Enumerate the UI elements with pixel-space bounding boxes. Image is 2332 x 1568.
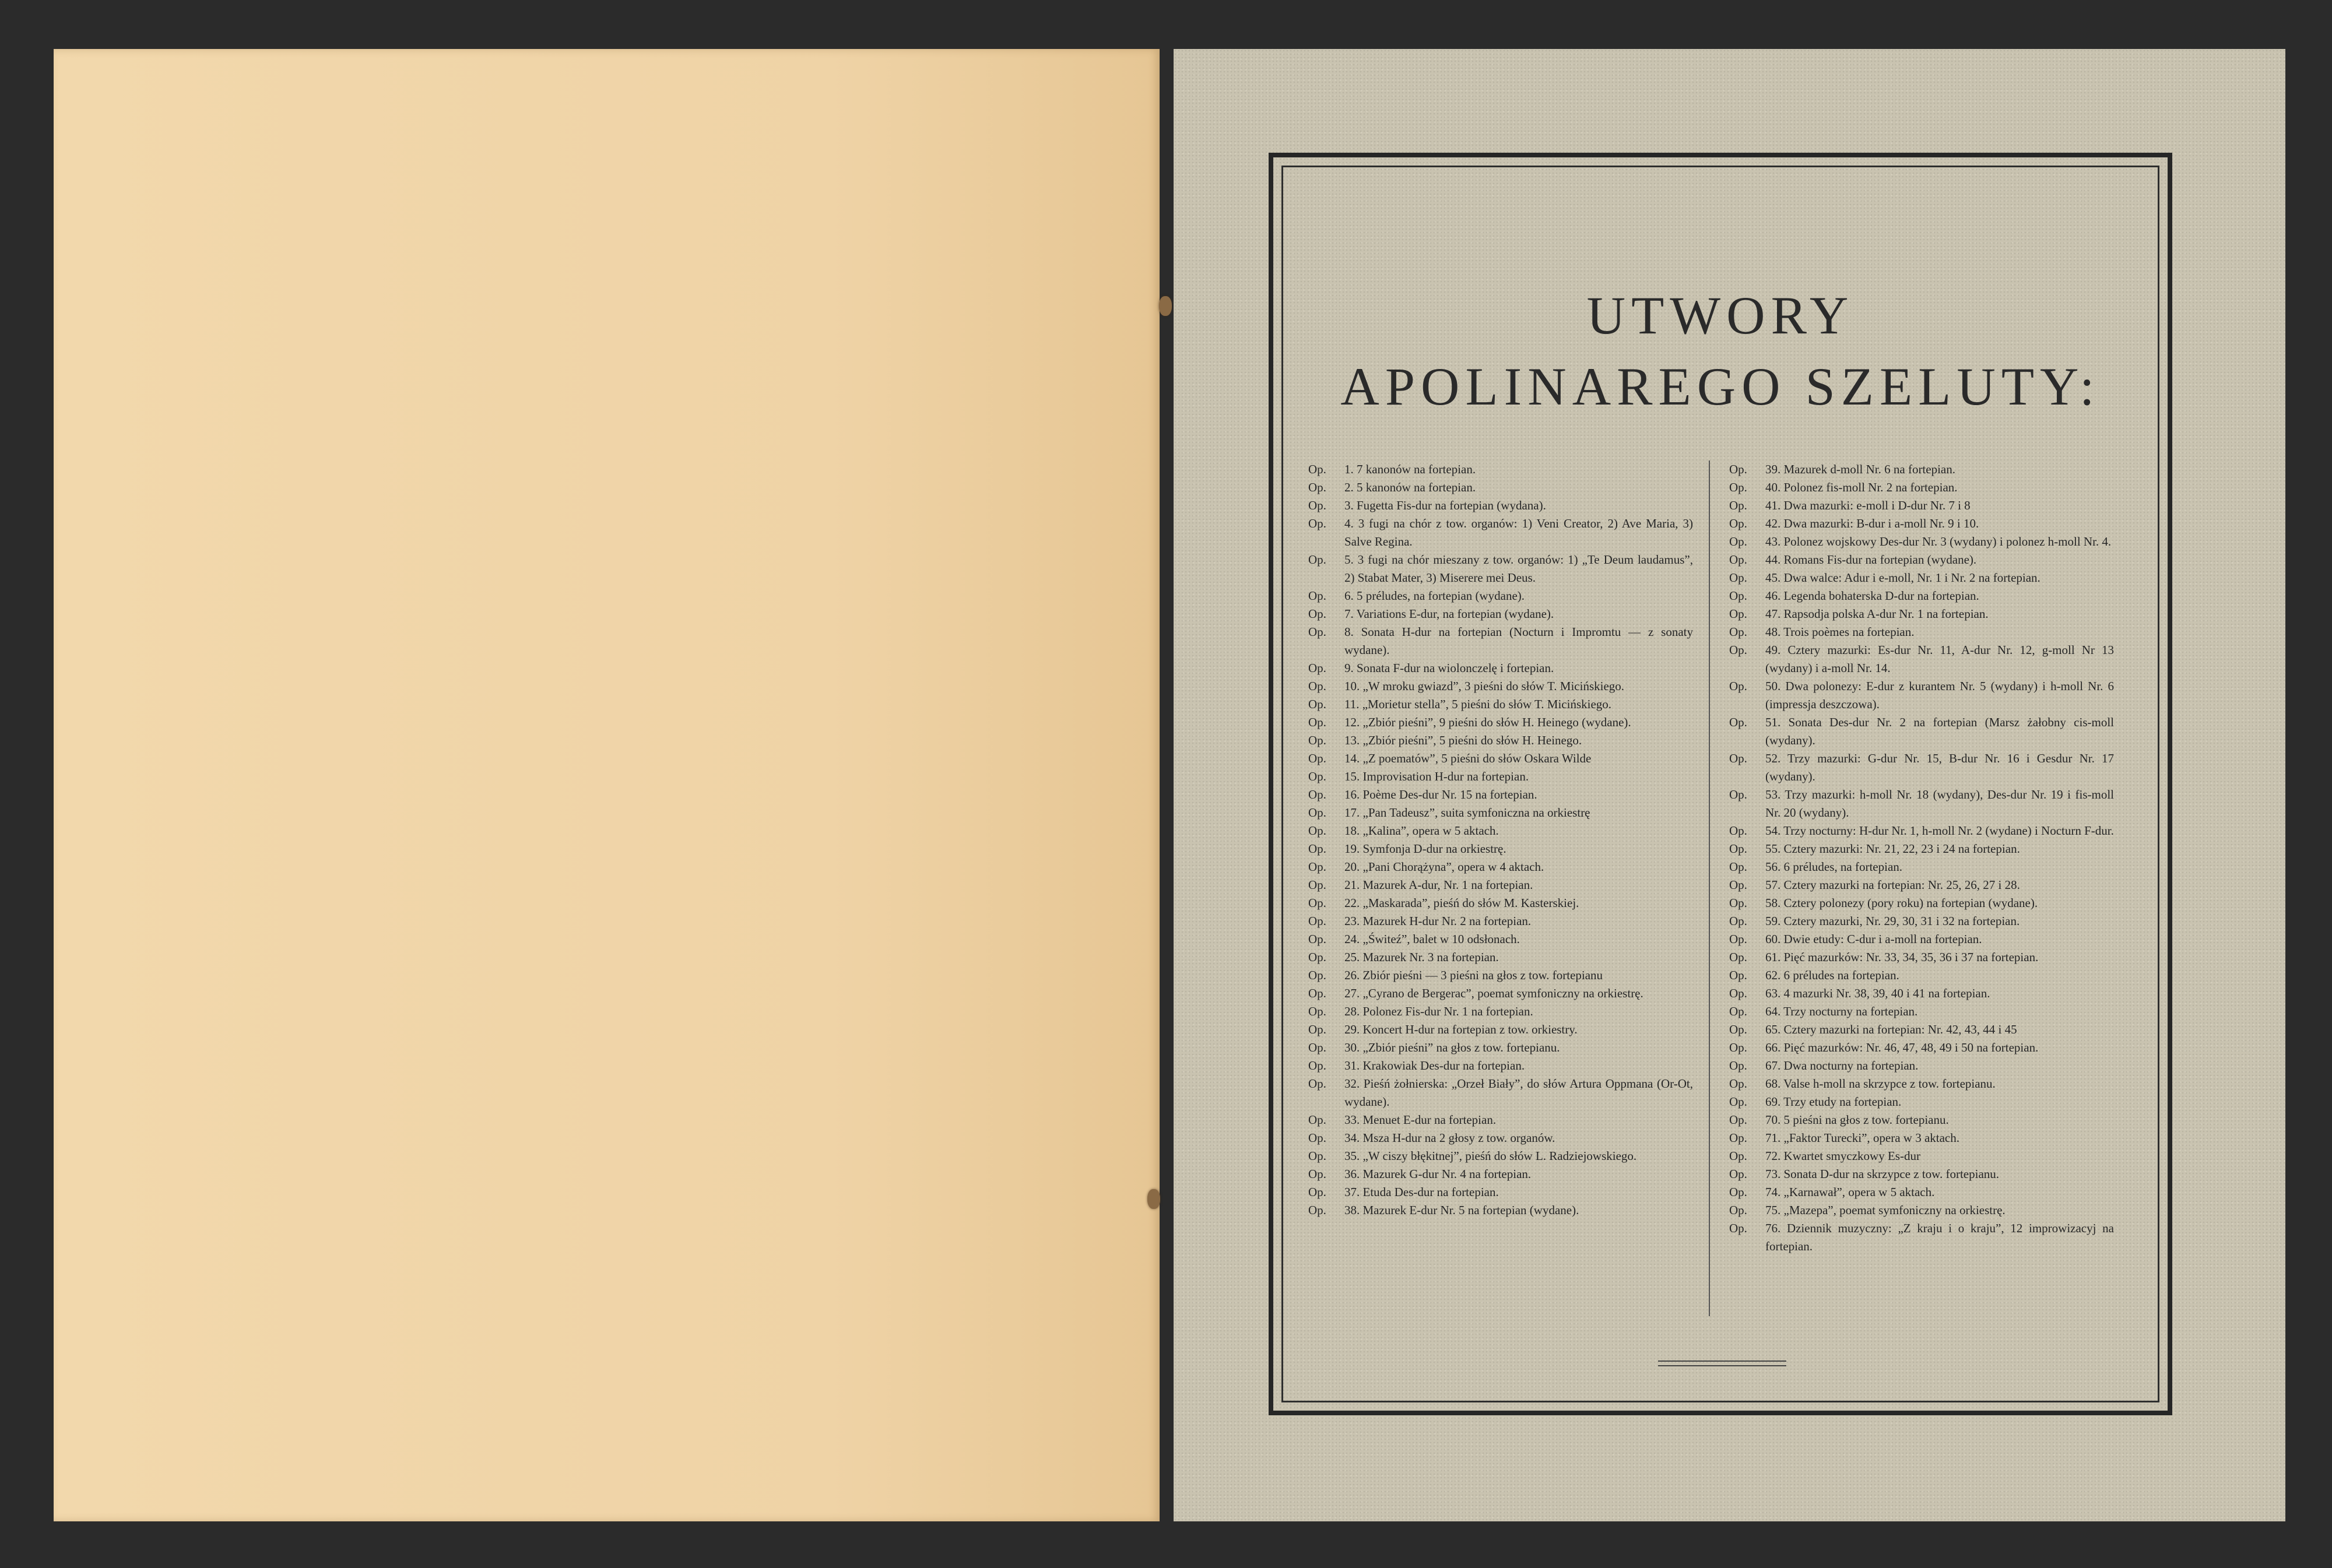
op-prefix: Op. <box>1308 932 1326 946</box>
staple-bottom <box>1147 1189 1160 1209</box>
work-entry <box>1308 677 1693 695</box>
op-prefix: Op. <box>1729 1167 1747 1181</box>
work-entry <box>1308 1111 1693 1129</box>
work-text: 54. Trzy nocturny: H-dur Nr. 1, h-moll Nr. 2 (wydane) i Nocturn F-dur. <box>1765 824 2114 838</box>
work-entry <box>1308 876 1693 894</box>
right-page <box>1174 49 2285 1521</box>
work-entry <box>1729 930 2114 948</box>
work-entry <box>1729 1093 2114 1111</box>
work-entry <box>1729 1219 2114 1256</box>
work-entry <box>1729 587 2114 605</box>
work-text: 32. Pieśń żołnierska: „Orzeł Biały”, do słów Artura Oppmana (Or-Ot, wydane). <box>1344 1077 1693 1109</box>
op-prefix: Op. <box>1729 896 1747 910</box>
work-text: 4. 3 fugi na chór z tow. organów: 1) Veni Creator, 2) Ave Maria, 3) Salve Regina. <box>1344 516 1693 549</box>
work-entry <box>1729 876 2114 894</box>
op-prefix: Op. <box>1308 1004 1326 1018</box>
work-entry <box>1308 912 1693 930</box>
op-prefix: Op. <box>1308 498 1326 512</box>
work-text: 23. Mazurek H-dur Nr. 2 na fortepian. <box>1344 914 1532 928</box>
op-prefix: Op. <box>1308 661 1326 675</box>
op-prefix: Op. <box>1308 1149 1326 1163</box>
op-prefix: Op. <box>1729 643 1747 657</box>
work-text: 43. Polonez wojskowy Des-dur Nr. 3 (wydany) i polonez h-moll Nr. 4. <box>1765 535 2112 549</box>
op-prefix: Op. <box>1308 1040 1326 1054</box>
work-text: 55. Cztery mazurki: Nr. 21, 22, 23 i 24 na fortepian. <box>1765 842 2020 856</box>
work-entry <box>1729 1003 2114 1021</box>
work-entry <box>1308 858 1693 876</box>
work-entry <box>1308 768 1693 786</box>
work-entry <box>1308 713 1693 732</box>
op-prefix: Op. <box>1729 914 1747 928</box>
work-text: 52. Trzy mazurki: G-dur Nr. 15, B-dur Nr. 16 i Gesdur Nr. 17 (wydany). <box>1765 751 2114 783</box>
work-entry <box>1308 930 1693 948</box>
work-text: 9. Sonata F-dur na wiolonczelę i fortepian. <box>1344 661 1554 675</box>
title-line-2: APOLINAREGO SZELUTY: <box>1340 357 2101 416</box>
op-prefix: Op. <box>1729 462 1747 476</box>
op-prefix: Op. <box>1729 625 1747 639</box>
work-entry <box>1729 1147 2114 1165</box>
work-text: 71. „Faktor Turecki”, opera w 3 aktach. <box>1765 1131 1959 1145</box>
work-text: 49. Cztery mazurki: Es-dur Nr. 11, A-dur Nr. 12, g-moll Nr 13 (wydany) i a-moll Nr. 14. <box>1765 643 2114 675</box>
works-list-right <box>1729 460 2114 1256</box>
work-text: 64. Trzy nocturny na fortepian. <box>1765 1004 1918 1018</box>
work-text: 66. Pięć mazurków: Nr. 46, 47, 48, 49 i 50 na fortepian. <box>1765 1040 2039 1054</box>
work-entry <box>1729 533 2114 551</box>
work-text: 47. Rapsodja polska A-dur Nr. 1 na fortepian. <box>1765 607 1989 621</box>
work-entry <box>1308 460 1693 479</box>
work-entry <box>1729 1039 2114 1057</box>
bottom-rule <box>1658 1360 1786 1362</box>
bottom-rule <box>1658 1365 1786 1366</box>
op-prefix: Op. <box>1729 607 1747 621</box>
op-prefix: Op. <box>1729 553 1747 567</box>
work-entry <box>1308 804 1693 822</box>
op-prefix: Op. <box>1729 1221 1747 1235</box>
op-prefix: Op. <box>1308 896 1326 910</box>
op-prefix: Op. <box>1729 842 1747 856</box>
work-text: 67. Dwa nocturny na fortepian. <box>1765 1059 1919 1073</box>
work-entry <box>1308 587 1693 605</box>
op-prefix: Op. <box>1308 715 1326 729</box>
work-text: 42. Dwa mazurki: B-dur i a-moll Nr. 9 i 10. <box>1765 516 1979 530</box>
column-divider <box>1709 460 1710 1316</box>
works-list-left <box>1308 460 1693 1219</box>
work-entry <box>1308 894 1693 912</box>
work-text: 11. „Morietur stella”, 5 pieśni do słów T. Micińskiego. <box>1344 697 1612 711</box>
work-text: 20. „Pani Chorążyna”, opera w 4 aktach. <box>1344 860 1544 874</box>
work-entry <box>1729 822 2114 840</box>
op-prefix: Op. <box>1308 516 1326 530</box>
work-text: 46. Legenda bohaterska D-dur na fortepian. <box>1765 589 1979 603</box>
work-entry <box>1308 1129 1693 1147</box>
op-prefix: Op. <box>1308 679 1326 693</box>
op-prefix: Op. <box>1729 1077 1747 1091</box>
work-text: 69. Trzy etudy na fortepian. <box>1765 1095 1902 1109</box>
work-text: 37. Etuda Des-dur na fortepian. <box>1344 1185 1499 1199</box>
work-entry <box>1729 713 2114 750</box>
op-prefix: Op. <box>1308 1022 1326 1036</box>
work-entry <box>1729 479 2114 497</box>
work-text: 26. Zbiór pieśni — 3 pieśni na głos z tow. fortepianu <box>1344 968 1603 982</box>
work-text: 10. „W mroku gwiazd”, 3 pieśni do słów T. Micińskiego. <box>1344 679 1625 693</box>
work-text: 30. „Zbiór pieśni” na głos z tow. fortepianu. <box>1344 1040 1560 1054</box>
op-prefix: Op. <box>1308 787 1326 801</box>
work-text: 45. Dwa walce: Adur i e-moll, Nr. 1 i Nr. 2 na fortepian. <box>1765 571 2040 585</box>
work-text: 28. Polonez Fis-dur Nr. 1 na fortepian. <box>1344 1004 1533 1018</box>
work-entry <box>1729 858 2114 876</box>
work-text: 50. Dwa polonezy: E-dur z kurantem Nr. 5 (wydany) i h-moll Nr. 6 (impressja deszczowa). <box>1765 679 2114 711</box>
work-entry <box>1729 840 2114 858</box>
op-prefix: Op. <box>1308 1131 1326 1145</box>
work-text: 72. Kwartet smyczkowy Es-dur <box>1765 1149 1920 1163</box>
op-prefix: Op. <box>1308 462 1326 476</box>
op-prefix: Op. <box>1308 950 1326 964</box>
work-entry <box>1308 605 1693 623</box>
work-entry <box>1729 497 2114 515</box>
work-entry <box>1729 1057 2114 1075</box>
work-entry <box>1729 641 2114 677</box>
op-prefix: Op. <box>1729 950 1747 964</box>
work-entry <box>1729 1129 2114 1147</box>
work-text: 65. Cztery mazurki na fortepian: Nr. 42, 43, 44 i 45 <box>1765 1022 2017 1036</box>
op-prefix: Op. <box>1308 480 1326 494</box>
op-prefix: Op. <box>1729 1059 1747 1073</box>
op-prefix: Op. <box>1729 787 1747 801</box>
op-prefix: Op. <box>1308 1167 1326 1181</box>
work-text: 40. Polonez fis-moll Nr. 2 na fortepian. <box>1765 480 1958 494</box>
work-text: 58. Cztery polonezy (pory roku) na fortepian (wydane). <box>1765 896 2038 910</box>
work-text: 76. Dziennik muzyczny: „Z kraju i o kraju”, 12 improwizacyj na fortepian. <box>1765 1221 2114 1253</box>
op-prefix: Op. <box>1729 1095 1747 1109</box>
work-text: 17. „Pan Tadeusz”, suita symfoniczna na orkiestrę <box>1344 806 1590 820</box>
op-prefix: Op. <box>1729 571 1747 585</box>
work-text: 14. „Z poematów”, 5 pieśni do słów Oskara Wilde <box>1344 751 1592 765</box>
op-prefix: Op. <box>1729 1203 1747 1217</box>
work-text: 74. „Karnawał”, opera w 5 aktach. <box>1765 1185 1935 1199</box>
work-text: 29. Koncert H-dur na fortepian z tow. orkiestry. <box>1344 1022 1578 1036</box>
work-text: 22. „Maskarada”, pieśń do słów M. Kasterskiej. <box>1344 896 1579 910</box>
op-prefix: Op. <box>1729 1004 1747 1018</box>
work-text: 15. Improvisation H-dur na fortepian. <box>1344 769 1529 783</box>
op-prefix: Op. <box>1729 878 1747 892</box>
work-entry <box>1308 1075 1693 1111</box>
op-prefix: Op. <box>1729 1149 1747 1163</box>
op-prefix: Op. <box>1729 751 1747 765</box>
work-entry <box>1729 677 2114 713</box>
op-prefix: Op. <box>1729 968 1747 982</box>
work-text: 27. „Cyrano de Bergerac”, poemat symfoniczny na orkiestrę. <box>1344 986 1643 1000</box>
work-text: 61. Pięć mazurków: Nr. 33, 34, 35, 36 i 37 na fortepian. <box>1765 950 2039 964</box>
left-page-blank <box>54 49 1160 1521</box>
work-entry <box>1308 623 1693 659</box>
work-entry <box>1729 1201 2114 1219</box>
work-entry <box>1308 1201 1693 1219</box>
work-entry <box>1308 479 1693 497</box>
work-entry <box>1308 551 1693 587</box>
work-text: 56. 6 préludes, na fortepian. <box>1765 860 1903 874</box>
work-entry <box>1729 966 2114 985</box>
op-prefix: Op. <box>1308 824 1326 838</box>
work-text: 44. Romans Fis-dur na fortepian (wydane). <box>1765 553 1977 567</box>
work-entry <box>1308 1057 1693 1075</box>
work-entry <box>1729 1111 2114 1129</box>
work-entry <box>1729 623 2114 641</box>
op-prefix: Op. <box>1308 1185 1326 1199</box>
op-prefix: Op. <box>1308 806 1326 820</box>
work-text: 5. 3 fugi na chór mieszany z tow. organów: 1) „Te Deum laudamus”, 2) Stabat Mater, 3) Miserere mei Deus. <box>1344 553 1693 585</box>
work-entry <box>1729 894 2114 912</box>
work-entry <box>1729 1165 2114 1183</box>
op-prefix: Op. <box>1729 589 1747 603</box>
work-entry <box>1308 750 1693 768</box>
work-entry <box>1308 732 1693 750</box>
work-entry <box>1729 786 2114 822</box>
op-prefix: Op. <box>1308 697 1326 711</box>
work-entry <box>1308 985 1693 1003</box>
op-prefix: Op. <box>1308 553 1326 567</box>
work-entry <box>1308 1039 1693 1057</box>
op-prefix: Op. <box>1308 769 1326 783</box>
work-entry <box>1729 948 2114 966</box>
op-prefix: Op. <box>1308 733 1326 747</box>
work-text: 12. „Zbiór pieśni”, 9 pieśni do słów H. Heinego (wydane). <box>1344 715 1631 729</box>
work-entry <box>1308 515 1693 551</box>
border-frame <box>1269 153 2172 1415</box>
op-prefix: Op. <box>1729 1022 1747 1036</box>
work-text: 68. Valse h-moll na skrzypce z tow. fortepianu. <box>1765 1077 1996 1091</box>
work-text: 33. Menuet E-dur na fortepian. <box>1344 1113 1497 1127</box>
op-prefix: Op. <box>1729 1040 1747 1054</box>
op-prefix: Op. <box>1308 751 1326 765</box>
work-text: 8. Sonata H-dur na fortepian (Nocturn i Impromtu — z sonaty wydane). <box>1344 625 1693 657</box>
work-entry <box>1729 1075 2114 1093</box>
op-prefix: Op. <box>1308 914 1326 928</box>
work-entry <box>1729 551 2114 569</box>
work-text: 70. 5 pieśni na głos z tow. fortepianu. <box>1765 1113 1949 1127</box>
op-prefix: Op. <box>1729 480 1747 494</box>
op-prefix: Op. <box>1729 516 1747 530</box>
work-entry <box>1729 515 2114 533</box>
op-prefix: Op. <box>1308 1203 1326 1217</box>
op-prefix: Op. <box>1308 1113 1326 1127</box>
work-text: 2. 5 kanonów na fortepian. <box>1344 480 1476 494</box>
op-prefix: Op. <box>1308 589 1326 603</box>
work-entry <box>1729 912 2114 930</box>
work-entry <box>1729 1021 2114 1039</box>
work-entry <box>1308 966 1693 985</box>
work-entry <box>1308 1183 1693 1201</box>
work-entry <box>1308 497 1693 515</box>
work-text: 36. Mazurek G-dur Nr. 4 na fortepian. <box>1344 1167 1532 1181</box>
op-prefix: Op. <box>1729 932 1747 946</box>
work-text: 41. Dwa mazurki: e-moll i D-dur Nr. 7 i 8 <box>1765 498 1971 512</box>
op-prefix: Op. <box>1308 986 1326 1000</box>
work-entry <box>1308 786 1693 804</box>
work-text: 34. Msza H-dur na 2 głosy z tow. organów. <box>1344 1131 1555 1145</box>
op-prefix: Op. <box>1729 1113 1747 1127</box>
op-prefix: Op. <box>1729 986 1747 1000</box>
staple-top <box>1159 296 1172 316</box>
work-entry <box>1729 750 2114 786</box>
work-entry <box>1308 822 1693 840</box>
work-text: 53. Trzy mazurki: h-moll Nr. 18 (wydany), Des-dur Nr. 19 i fis-moll Nr. 20 (wydany). <box>1765 787 2114 820</box>
work-entry <box>1308 659 1693 677</box>
op-prefix: Op. <box>1729 1131 1747 1145</box>
work-entry <box>1308 840 1693 858</box>
op-prefix: Op. <box>1729 535 1747 549</box>
work-text: 13. „Zbiór pieśni”, 5 pieśni do słów H. Heinego. <box>1344 733 1582 747</box>
op-prefix: Op. <box>1308 968 1326 982</box>
work-entry <box>1308 1165 1693 1183</box>
work-text: 21. Mazurek A-dur, Nr. 1 na fortepian. <box>1344 878 1533 892</box>
work-text: 39. Mazurek d-moll Nr. 6 na fortepian. <box>1765 462 1955 476</box>
work-text: 73. Sonata D-dur na skrzypce z tow. fortepianu. <box>1765 1167 2000 1181</box>
work-text: 18. „Kalina”, opera w 5 aktach. <box>1344 824 1499 838</box>
work-entry <box>1729 1183 2114 1201</box>
work-text: 3. Fugetta Fis-dur na fortepian (wydana). <box>1344 498 1546 512</box>
work-text: 75. „Mazepa”, poemat symfoniczny na orkiestrę. <box>1765 1203 2006 1217</box>
work-entry <box>1729 985 2114 1003</box>
work-text: 19. Symfonja D-dur na orkiestrę. <box>1344 842 1506 856</box>
work-entry <box>1308 1147 1693 1165</box>
work-text: 63. 4 mazurki Nr. 38, 39, 40 i 41 na fortepian. <box>1765 986 1990 1000</box>
op-prefix: Op. <box>1729 860 1747 874</box>
op-prefix: Op. <box>1308 1077 1326 1091</box>
title-line-1: UTWORY <box>1586 286 1855 345</box>
work-entry <box>1308 1003 1693 1021</box>
op-prefix: Op. <box>1729 1185 1747 1199</box>
op-prefix: Op. <box>1308 860 1326 874</box>
work-text: 48. Trois poèmes na fortepian. <box>1765 625 1915 639</box>
work-entry <box>1729 460 2114 479</box>
op-prefix: Op. <box>1729 824 1747 838</box>
op-prefix: Op. <box>1308 842 1326 856</box>
work-text: 7. Variations E-dur, na fortepian (wydane). <box>1344 607 1554 621</box>
work-text: 62. 6 préludes na fortepian. <box>1765 968 1899 982</box>
work-text: 60. Dwie etudy: C-dur i a-moll na fortepian. <box>1765 932 1982 946</box>
work-text: 38. Mazurek E-dur Nr. 5 na fortepian (wydane). <box>1344 1203 1579 1217</box>
work-text: 24. „Świteź”, balet w 10 odsłonach. <box>1344 932 1520 946</box>
work-text: 59. Cztery mazurki, Nr. 29, 30, 31 i 32 na fortepian. <box>1765 914 2020 928</box>
work-entry <box>1308 695 1693 713</box>
op-prefix: Op. <box>1729 498 1747 512</box>
work-text: 6. 5 préludes, na fortepian (wydane). <box>1344 589 1525 603</box>
op-prefix: Op. <box>1308 625 1326 639</box>
op-prefix: Op. <box>1308 878 1326 892</box>
op-prefix: Op. <box>1729 715 1747 729</box>
work-entry <box>1308 948 1693 966</box>
work-text: 25. Mazurek Nr. 3 na fortepian. <box>1344 950 1499 964</box>
op-prefix: Op. <box>1729 679 1747 693</box>
work-text: 57. Cztery mazurki na fortepian: Nr. 25, 26, 27 i 28. <box>1765 878 2020 892</box>
work-entry <box>1729 605 2114 623</box>
work-text: 16. Poème Des-dur Nr. 15 na fortepian. <box>1344 787 1537 801</box>
work-text: 35. „W ciszy błękitnej”, pieśń do słów L. Radziejowskiego. <box>1344 1149 1637 1163</box>
work-entry <box>1729 569 2114 587</box>
op-prefix: Op. <box>1308 607 1326 621</box>
work-text: 1. 7 kanonów na fortepian. <box>1344 462 1476 476</box>
work-text: 31. Krakowiak Des-dur na fortepian. <box>1344 1059 1525 1073</box>
op-prefix: Op. <box>1308 1059 1326 1073</box>
work-text: 51. Sonata Des-dur Nr. 2 na fortepian (Marsz żałobny cis-moll (wydany). <box>1765 715 2114 747</box>
work-entry <box>1308 1021 1693 1039</box>
